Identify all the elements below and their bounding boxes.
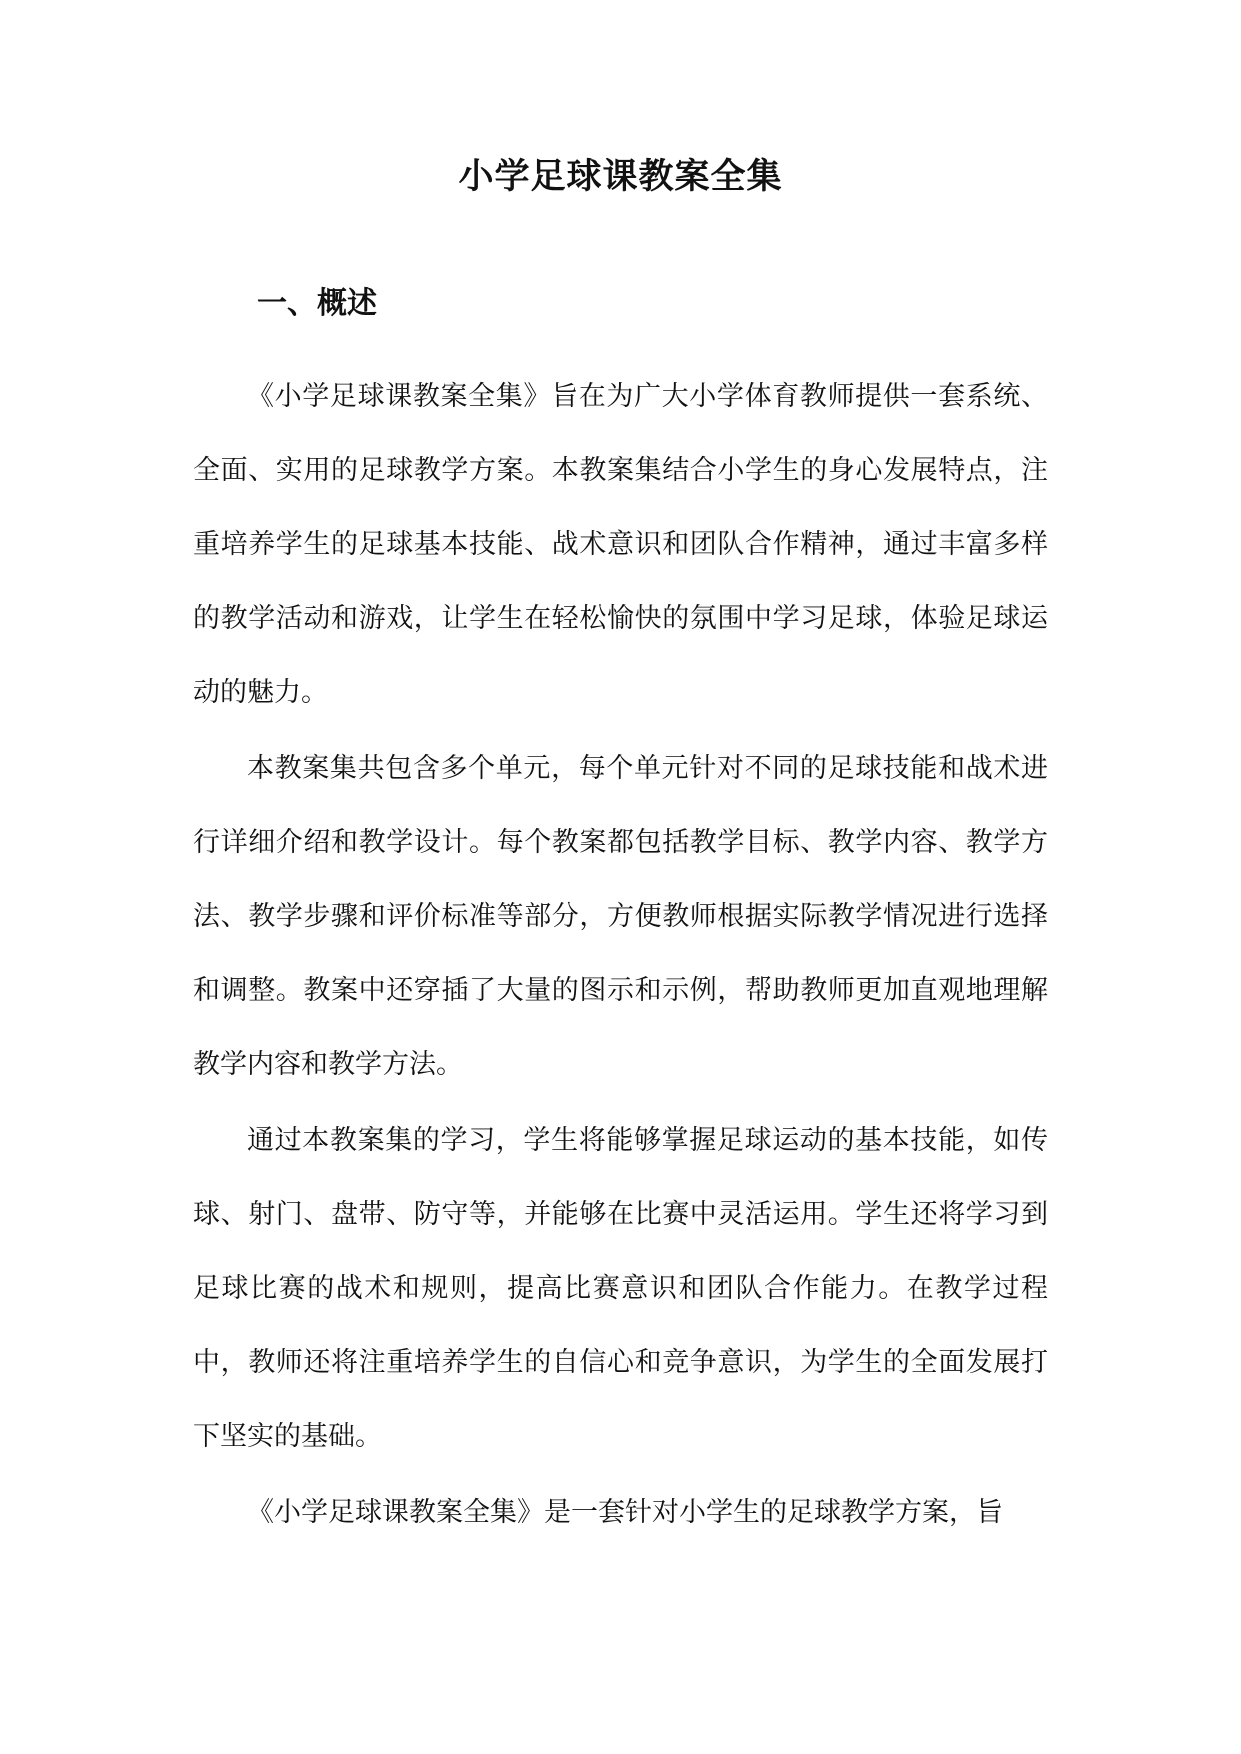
paragraph-1: 《小学足球课教案全集》旨在为广大小学体育教师提供一套系统、全面、实用的足球教学方案。本教案集结合小学生的身心发展特点，注重培养学生的足球基本技能、战术意识和团队合作精神，通过丰富多样的教学活动和游戏，让学生在轻松愉快的氛围中学习足球，体验足球运动的魅力。	[193, 381, 1048, 708]
paragraph-2: 本教案集共包含多个单元，每个单元针对不同的足球技能和战术进行详细介绍和教学设计。每个教案都包括教学目标、教学内容、教学方法、教学步骤和评价标准等部分，方便教师根据实际教学情况进行选择和调整。教案中还穿插了大量的图示和示例，帮助教师更加直观地理解教学内容和教学方法。	[193, 753, 1048, 1080]
paragraph-4: 《小学足球课教案全集》是一套针对小学生的足球教学方案，旨	[247, 1497, 1003, 1528]
section-heading-overview: 一、概述	[257, 286, 377, 321]
body-text	[193, 360, 1048, 1552]
document-title: 小学足球课教案全集	[458, 157, 783, 197]
paragraph-3: 通过本教案集的学习，学生将能够掌握足球运动的基本技能，如传球、射门、盘带、防守等，并能够在比赛中灵活运用。学生还将学习到足球比赛的战术和规则，提高比赛意识和团队合作能力。在教学过程中，教师还将注重培养学生的自信心和竞争意识，为学生的全面发展打下坚实的基础。	[193, 1125, 1048, 1452]
